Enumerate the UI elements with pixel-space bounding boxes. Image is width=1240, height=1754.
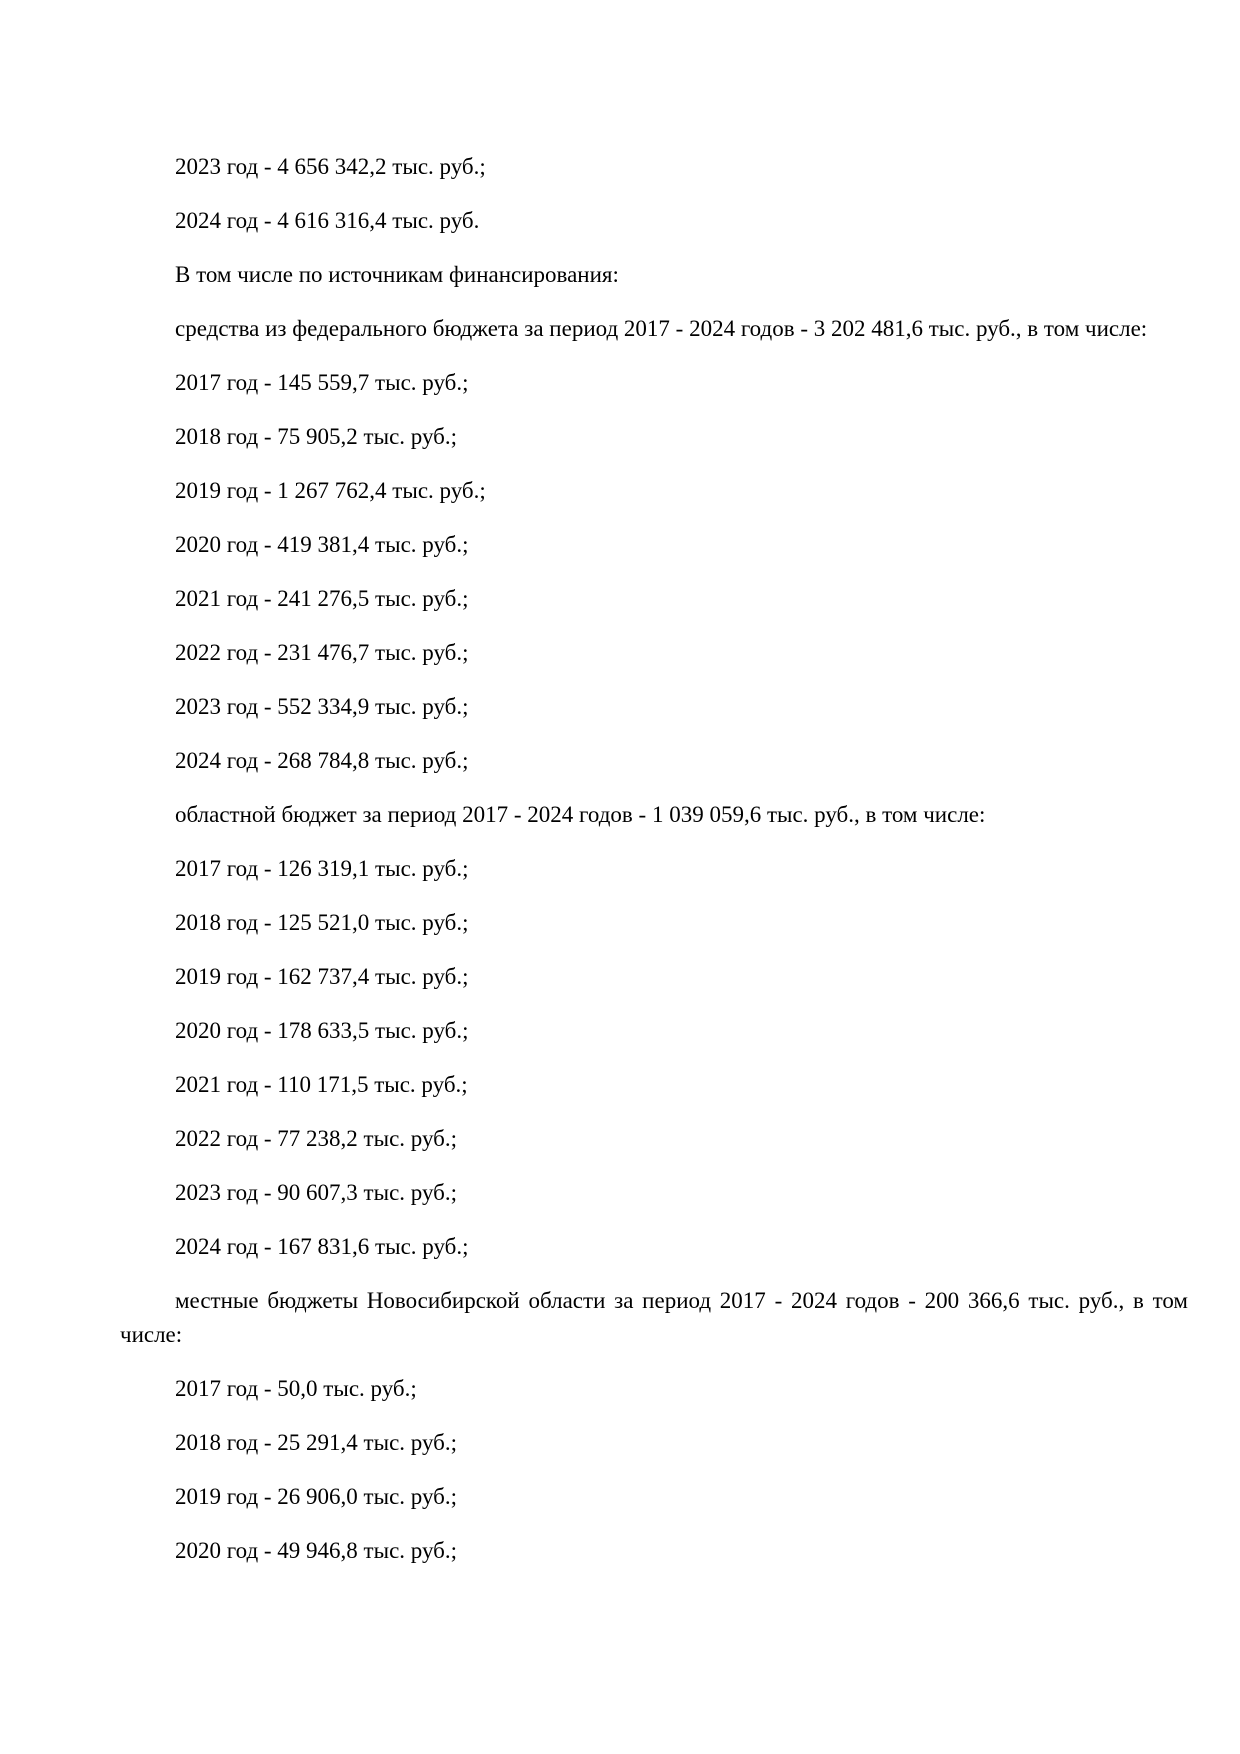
paragraph: 2019 год - 162 737,4 тыс. руб.; [175, 964, 469, 989]
paragraph: 2019 год - 26 906,0 тыс. руб.; [175, 1484, 458, 1509]
paragraph: 2023 год - 4 656 342,2 тыс. руб.; [175, 154, 486, 179]
paragraph: 2024 год - 268 784,8 тыс. руб.; [175, 748, 469, 773]
paragraph: 2017 год - 145 559,7 тыс. руб.; [175, 370, 469, 395]
paragraph: 2020 год - 49 946,8 тыс. руб.; [175, 1538, 458, 1563]
paragraph: 2019 год - 1 267 762,4 тыс. руб.; [175, 478, 486, 503]
paragraph: В том числе по источникам финансирования: [175, 262, 619, 287]
paragraph: 2021 год - 110 171,5 тыс. руб.; [175, 1072, 468, 1097]
paragraph: 2017 год - 126 319,1 тыс. руб.; [175, 856, 469, 881]
paragraph: 2020 год - 178 633,5 тыс. руб.; [175, 1018, 469, 1043]
paragraph: 2022 год - 77 238,2 тыс. руб.; [175, 1126, 458, 1151]
paragraph: 2023 год - 90 607,3 тыс. руб.; [175, 1180, 458, 1205]
paragraph: 2020 год - 419 381,4 тыс. руб.; [175, 532, 469, 557]
paragraph: 2021 год - 241 276,5 тыс. руб.; [175, 586, 469, 611]
paragraph: областной бюджет за период 2017 - 2024 годов - 1 039 059,6 тыс. руб., в том числе: [175, 802, 986, 827]
paragraph: 2023 год - 552 334,9 тыс. руб.; [175, 694, 469, 719]
paragraph: 2017 год - 50,0 тыс. руб.; [175, 1376, 417, 1401]
paragraph: местные бюджеты Новосибирской области за период 2017 - 2024 годов - 200 366,6 тыс. руб., в том числе: [120, 1288, 1188, 1347]
paragraph: средства из федерального бюджета за период 2017 - 2024 годов - 3 202 481,6 тыс. руб., в том числе: [175, 316, 1148, 341]
document-body [120, 150, 1188, 1588]
paragraph: 2024 год - 167 831,6 тыс. руб.; [175, 1234, 469, 1259]
paragraph: 2024 год - 4 616 316,4 тыс. руб. [175, 208, 480, 233]
paragraph: 2018 год - 25 291,4 тыс. руб.; [175, 1430, 458, 1455]
paragraph: 2018 год - 75 905,2 тыс. руб.; [175, 424, 458, 449]
paragraph: 2018 год - 125 521,0 тыс. руб.; [175, 910, 469, 935]
paragraph: 2022 год - 231 476,7 тыс. руб.; [175, 640, 469, 665]
